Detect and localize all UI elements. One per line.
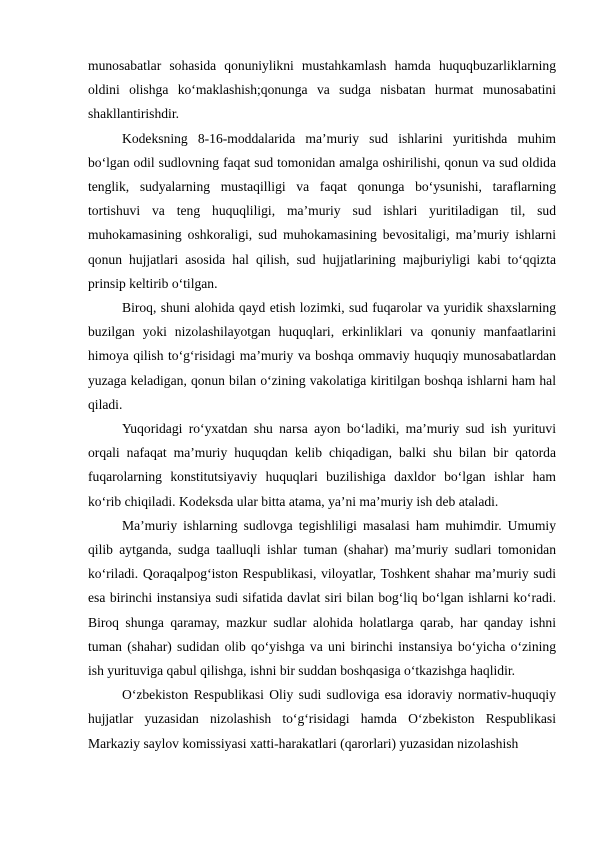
paragraph-supreme-court: O‘zbekiston Respublikasi Oliy sudi sudloviga esa idoraviy normativ-huquqiy hujjatlar yuzasidan nizolashish to‘g‘risidagi hamda O‘zbekiston Respublikasi Markaziy saylov komissiyasi xatti-harakatlari (qarorlari) yuzasidan nizolashish bbox=[88, 687, 556, 751]
paragraph-intro-continuation: munosabatlar sohasida qonuniylikni mustahkamlash hamda huquqbuzarliklarning oldini olishga ko‘maklashish;qonunga va sudga nisbatan hurmat munosabatini shakllantirishdir. bbox=[88, 58, 556, 122]
document-page bbox=[88, 54, 556, 756]
paragraph-jurisdiction: Ma’muriy ishlarning sudlovga tegishliligi masalasi ham muhimdir. Umumiy qilib aytganda, sudga taalluqli ishlar tuman (shahar) ma’muriy sudlari tomonidan ko‘riladi. Qoraqalpog‘iston Respublikasi, viloyatlar, Toshkent shahar ma’muriy sudi esa birinchi instansiya sudi sifatida davlat siri bilan bog‘liq bo‘lgan ishlarni ko‘radi. Biroq shunga qaramay, mazkur sudlar alohida holatlarga qarab, har qanday ishni tuman (shahar) sudidan olib qo‘yishga va uni birinchi instansiya bo‘yicha o‘zining ish yurituviga qabul qilishga, ishni bir suddan boshqasiga o‘tkazishga haqlidir. bbox=[88, 517, 556, 679]
paragraph-principles: Kodeksning 8-16-moddalarida ma’muriy sud ishlarini yuritishda muhim bo‘lgan odil sudlovning faqat sud tomonidan amalga oshirilishi, qonun va sud oldida tenglik, sudyalarning mustaqilligi va faqat qonunga bo‘ysunishi, taraflarning tortishuvi va teng huquqliligi, ma’muriy sud ishlari yuritiladigan til, sud muhokamasining oshkoraligi, sud muhokamasining bevositaligi, ma’muriy ishlarni qonun hujjatlari asosida hal qilish, sud hujjatlarining majburiyligi kabi to‘qqizta prinsip keltirib o‘tilgan. bbox=[88, 130, 556, 291]
paragraph-administrative-case: Yuqoridagi ro‘yxatdan shu narsa ayon bo‘ladiki, ma’muriy sud ish yurituvi orqali nafaqat ma’muriy huquqdan kelib chiqadigan, balki shu bilan bir qatorda fuqarolarning konstitutsiyaviy huquqlari buzilishiga daxldor bo‘lgan ishlar ham ko‘rib chiqiladi. Kodeksda ular bitta atama, ya’ni ma’muriy ish deb ataladi. bbox=[88, 421, 556, 509]
paragraph-court-scope: Biroq, shuni alohida qayd etish lozimki, sud fuqarolar va yuridik shaxslarning buzilgan yoki nizolashilayotgan huquqlari, erkinliklari va qonuniy manfaatlarini himoya qilish to‘g‘risidagi ma’muriy va boshqa ommaviy huquqiy munosabatlardan yuzaga keladigan, qonun bilan o‘zining vakolatiga kiritilgan boshqa ishlarni ham hal qiladi. bbox=[88, 300, 556, 412]
